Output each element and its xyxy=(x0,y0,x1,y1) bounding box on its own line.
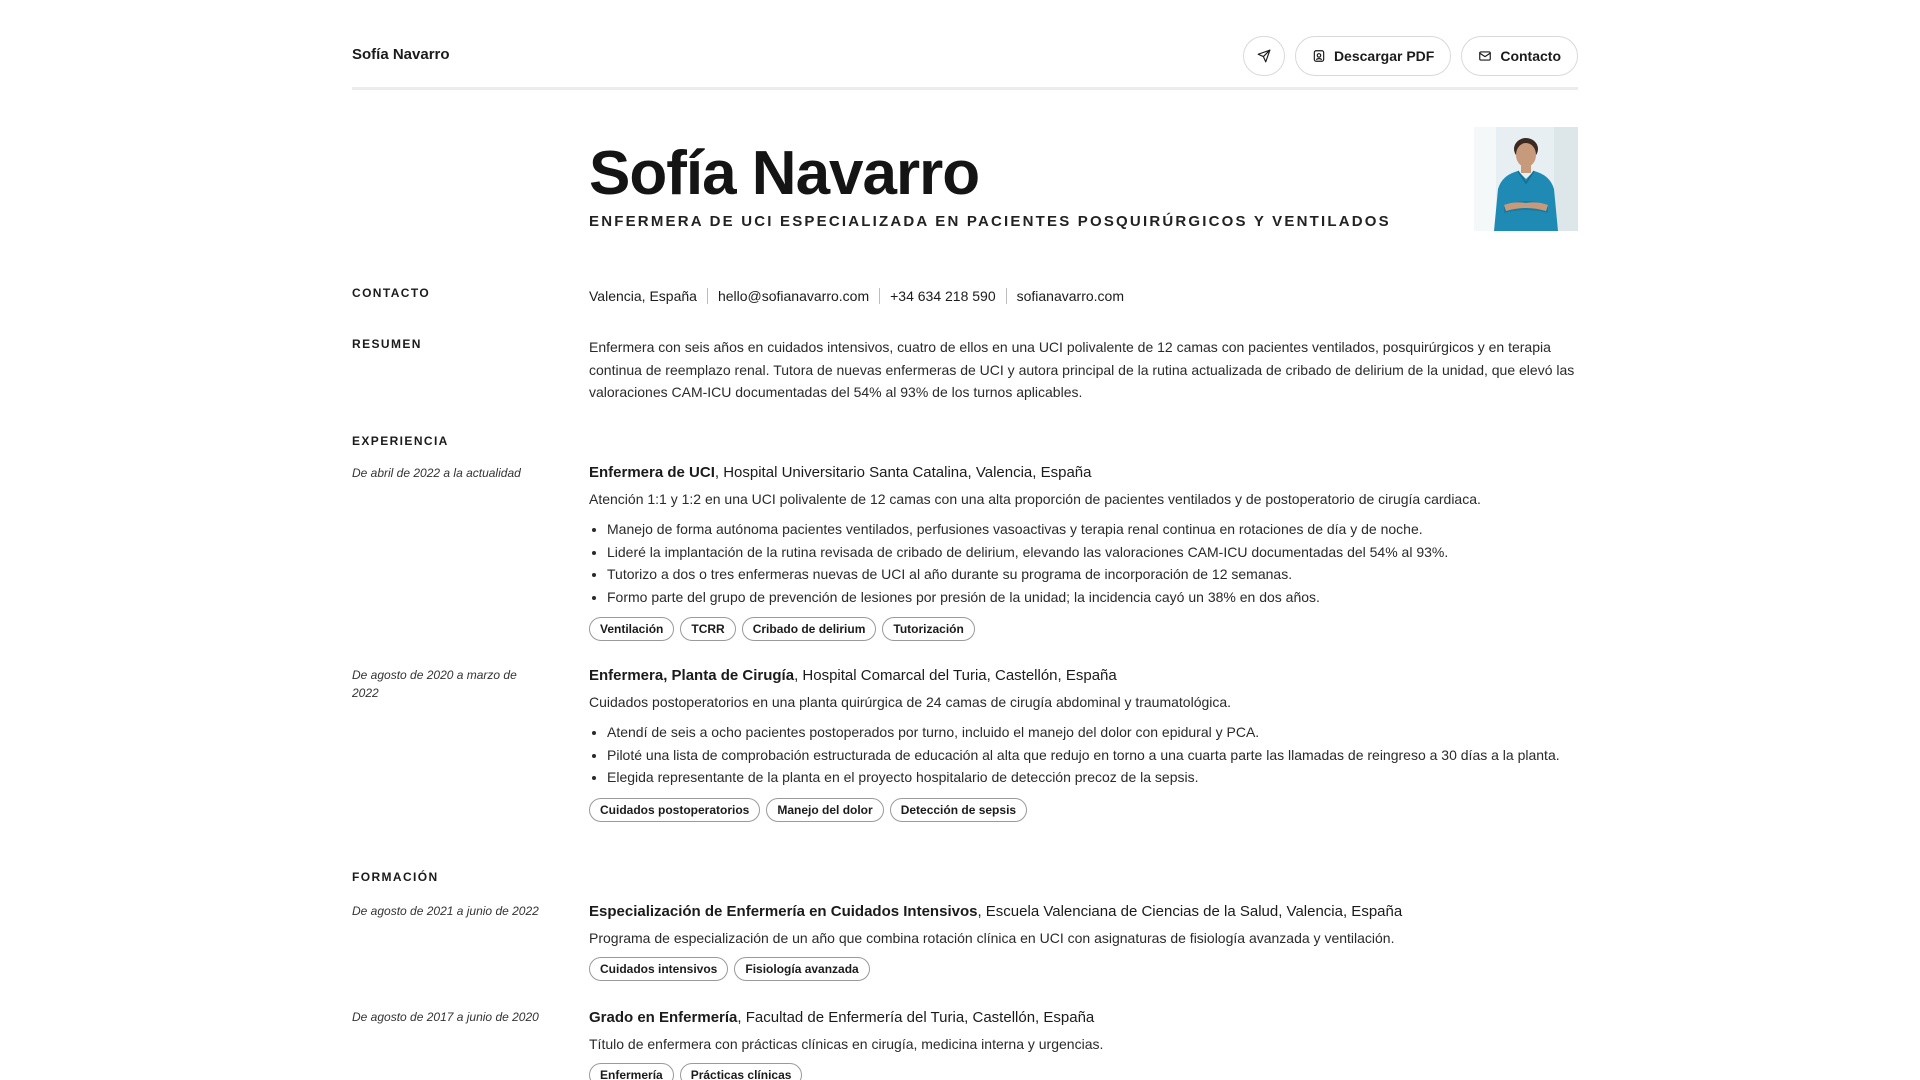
degree-description: Título de enfermera con prácticas clínicas en cirugía, medicina interna y urgencias. xyxy=(589,1036,1104,1052)
education-date: De agosto de 2021 a junio de 2022 xyxy=(352,904,539,918)
top-bar xyxy=(352,36,1578,90)
role-organization: , Hospital Comarcal del Turia, Castellón, España xyxy=(794,667,1117,684)
download-pdf-button[interactable] xyxy=(1295,36,1451,76)
contact-email[interactable]: hello@sofianavarro.com xyxy=(717,288,870,304)
skill-tag: Manejo del dolor xyxy=(766,798,883,822)
skill-tag: TCRR xyxy=(680,617,735,641)
experience-date: De agosto de 2020 a marzo de 2022 xyxy=(352,668,517,700)
profile-photo xyxy=(1474,127,1578,231)
role-description: Atención 1:1 y 1:2 en una UCI polivalente de 12 camas con una alta proporción de pacientes ventilados y de postoperatorio de cirugía cardiaca. xyxy=(589,491,1481,507)
experience-title xyxy=(589,463,1579,483)
education-title xyxy=(589,1008,1579,1028)
contact-info xyxy=(589,288,1579,304)
list-item: • Elegida representante de la planta en el proyecto hospitalario de detección precoz de la sepsis. xyxy=(607,766,1579,789)
list-item: • Formo parte del grupo de prevención de lesiones por presión de la unidad; la incidencia cayó un 38% en dos años. xyxy=(607,586,1579,609)
skill-tags xyxy=(589,1063,1579,1080)
education-date: De agosto de 2017 a junio de 2020 xyxy=(352,1010,539,1024)
experience-entry xyxy=(589,463,1579,641)
achievement-list xyxy=(589,721,1579,789)
skill-tag: Cuidados intensivos xyxy=(589,957,728,981)
skill-tag: Tutorización xyxy=(882,617,974,641)
degree-name: Grado en Enfermería xyxy=(589,1009,738,1026)
header-actions xyxy=(1243,36,1578,76)
list-item: • Manejo de forma autónoma pacientes ventilados, perfusiones vasoactivas y terapia renal continua en rotaciones de día y de noche. xyxy=(607,518,1579,541)
list-item: • Piloté una lista de comprobación estructurada de educación al alta que redujo en torno a una cuarta parte las llamadas de reingreso a 30 días a la planta. xyxy=(607,744,1579,767)
mail-icon xyxy=(1478,49,1492,63)
section-label-education: FORMACIÓN xyxy=(352,870,439,884)
degree-description: Programa de especialización de un año que combina rotación clínica en UCI con asignaturas de fisiología avanzada y ventilación. xyxy=(589,930,1395,946)
experience-title xyxy=(589,666,1579,686)
skill-tag: Prácticas clínicas xyxy=(680,1063,803,1080)
skill-tag: Fisiología avanzada xyxy=(734,957,869,981)
role-organization: , Hospital Universitario Santa Catalina, Valencia, España xyxy=(714,464,1092,481)
contact-label: Contacto xyxy=(1500,48,1561,64)
education-entry xyxy=(589,902,1579,981)
role-description: Cuidados postoperatorios en una planta quirúrgica de 24 camas de cirugía abdominal y traumatológica. xyxy=(589,694,1232,710)
summary-text: Enfermera con seis años en cuidados intensivos, cuatro de ellos en una UCI polivalente de 12 camas con pacientes ventilados, posquirúrgicos y en terapia continua de reemplazo renal. Tutora de nuevas enfermeras de UCI y autora principal de la rutina actualizada de cribado de delirium de la unidad, que elevó las valoraciones CAM-ICU documentadas del 54% al 93% de los turnos aplicables. xyxy=(589,339,1575,400)
education-entry xyxy=(589,1008,1579,1080)
skill-tag: Detección de sepsis xyxy=(890,798,1027,822)
section-label-experience: EXPERIENCIA xyxy=(352,434,449,448)
list-item: • Atendí de seis a ocho pacientes postoperados por turno, incluido el manejo del dolor con epidural y PCA. xyxy=(607,721,1579,744)
divider xyxy=(707,288,708,304)
skill-tag: Cribado de delirium xyxy=(742,617,877,641)
role-name: Enfermera, Planta de Cirugía xyxy=(589,667,795,684)
contact-phone[interactable]: +34 634 218 590 xyxy=(890,288,996,304)
institution: , Facultad de Enfermería del Turia, Castellón, España xyxy=(737,1009,1095,1026)
achievement-list xyxy=(589,518,1579,608)
page-title: Sofía Navarro xyxy=(589,139,980,208)
divider xyxy=(879,288,880,304)
experience-entry xyxy=(589,666,1579,822)
contact-button[interactable] xyxy=(1461,36,1578,76)
role-name: Enfermera de UCI xyxy=(589,464,715,481)
degree-name: Especialización de Enfermería en Cuidados Intensivos xyxy=(589,903,978,920)
experience-date: De abril de 2022 a la actualidad xyxy=(352,466,521,480)
brand-name: Sofía Navarro xyxy=(352,46,450,63)
skill-tags xyxy=(589,957,1579,981)
pdf-icon xyxy=(1312,49,1326,63)
contact-location: Valencia, España xyxy=(589,288,697,304)
skill-tag: Ventilación xyxy=(589,617,674,641)
skill-tag: Cuidados postoperatorios xyxy=(589,798,760,822)
skill-tags xyxy=(589,798,1579,822)
download-pdf-label: Descargar PDF xyxy=(1333,48,1435,64)
section-label-contact: CONTACTO xyxy=(352,286,431,300)
share-button[interactable] xyxy=(1243,36,1285,76)
headline: ENFERMERA DE UCI ESPECIALIZADA EN PACIENTES POSQUIRÚRGICOS Y VENTILADOS xyxy=(589,213,1391,230)
institution: , Escuela Valenciana de Ciencias de la Salud, Valencia, España xyxy=(977,903,1403,920)
list-item: • Tutorizo a dos o tres enfermeras nuevas de UCI al año durante su programa de incorporación de 12 semanas. xyxy=(607,563,1579,586)
contact-website[interactable]: sofianavarro.com xyxy=(1016,288,1124,304)
section-label-summary: RESUMEN xyxy=(352,337,422,351)
send-icon xyxy=(1257,49,1271,63)
skill-tag: Enfermería xyxy=(589,1063,674,1080)
skill-tags xyxy=(589,617,1579,641)
divider xyxy=(1006,288,1007,304)
list-item: • Lideré la implantación de la rutina revisada de cribado de delirium, elevando las valoraciones CAM-ICU documentadas del 54% al 93%. xyxy=(607,541,1579,564)
education-title xyxy=(589,902,1579,922)
